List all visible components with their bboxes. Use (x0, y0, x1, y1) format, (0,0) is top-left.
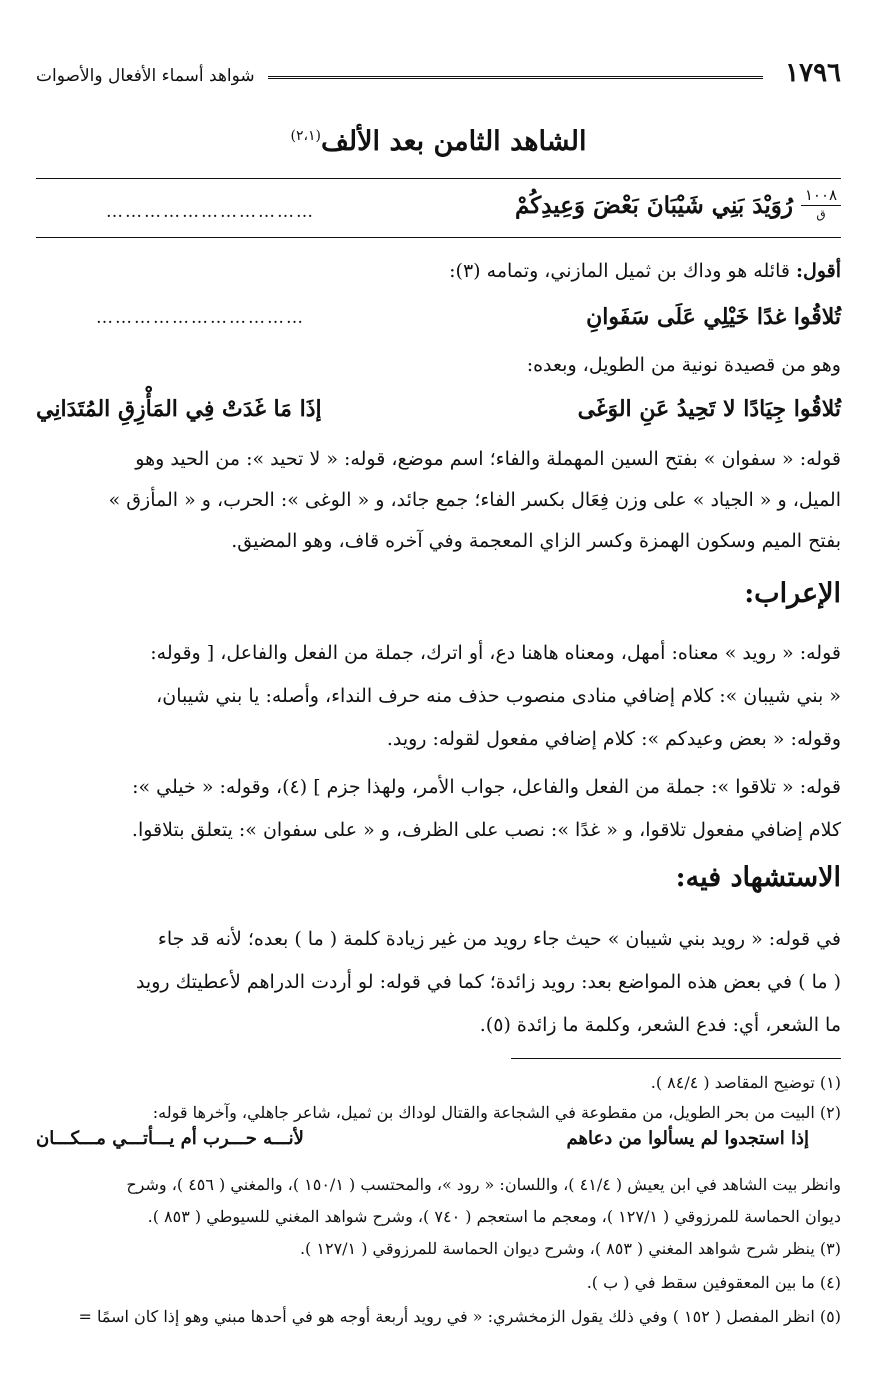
verse-rule-bottom (36, 237, 841, 238)
verse-completion-dots: …………………………… (96, 308, 305, 328)
next-verse-first: تُلاقُوا جِيَادًا لا تَحِيدُ عَنِ الوَغَى (577, 396, 841, 422)
footnote-1: (١) توضيح المقاصد ( ٨٤/٤ ). (650, 1073, 841, 1092)
istishhad-heading: الاستشهاد فيه: (675, 862, 841, 893)
footnote-2-refs-2: ديوان الحماسة للمرزوقي ( ١٢٧/١ )، ومعجم ما استعجم ( ٧٤٠ )، وشرح شواهد المغني للسيوطي ( ٨٥٣ ). (147, 1207, 841, 1226)
verse-rule-top (36, 178, 841, 179)
footnote-4: (٤) ما بين المعقوفين سقط في ( ب ). (586, 1273, 841, 1292)
book-page (36, 56, 841, 1356)
footnote-rule (511, 1058, 841, 1059)
verse-number (801, 188, 841, 222)
irab-line-5: كلام إضافي مفعول تلاقوا، و « غدًا »: نصب على الظرف، و « على سفوان »: يتعلق بتلاقوا. (131, 819, 841, 841)
istishhad-line-3: ما الشعر، أي: فدع الشعر، وكلمة ما زائدة (٥). (479, 1014, 841, 1036)
footnote-5: (٥) انظر المفصل ( ١٥٢ ) وفي ذلك يقول الزمخشري: « في رويد أربعة أوجه هو في أحدها مبني وهو إذا كان اسمًا = (78, 1307, 841, 1326)
shahid-title-text: الشاهد الثامن بعد الألف (320, 126, 587, 157)
poem-note: وهو من قصيدة نونية من الطويل، وبعده: (526, 354, 841, 376)
verse-dots: …………………………… (106, 202, 315, 222)
verse-completion: تُلاقُوا غدًا خَيْلِي عَلَى سَفَوانِ (586, 304, 841, 330)
istishhad-line-2: ( ما ) في بعض هذه المواضع بعد: رويد زائدة؛ كما في قوله: لو أردت الدراهم لأعطيتك رويد (135, 971, 841, 993)
next-verse-second: إذَا مَا غَدَتْ فِي المَأْزِقِ المُتَدَانِي (36, 396, 322, 422)
intro-text: قائله هو وداك بن ثميل المازني، وتمامه (486, 260, 790, 282)
intro-ref: (٣): (449, 260, 481, 282)
intro-label: أقول: (796, 260, 841, 282)
footnote-2-verse-second: لأنـــه حـــرب أم يـــأتـــي مـــكـــان (36, 1128, 304, 1149)
header-rule (268, 76, 763, 82)
main-verse: رُوَيْدَ بَنِي شَيْبَانَ بَعْضَ وَعِيدِكُمْ (514, 192, 793, 219)
irab-line-1: قوله: « رويد » معناه: أمهل، ومعناه هاهنا دع، أو اترك، جملة من الفعل والفاعل، [ وقوله: (150, 642, 841, 664)
page-header (36, 58, 841, 90)
intro-paragraph (36, 252, 841, 290)
title-footnote-ref: (٢،١) (290, 128, 321, 144)
page-number: ١٧٩٦ (785, 58, 841, 88)
verse-number-value: ١٠٠٨ (804, 186, 838, 204)
shahid-title (36, 126, 841, 157)
irab-line-2: « بني شيبان »: كلام إضافي منادى منصوب حذف منه حرف النداء، وأصله: يا بني شيبان، (156, 685, 841, 707)
gloss-line-3: بفتح الميم وسكون الهمزة وكسر الزاي المعجمة وفي آخره قاف، وهو المضيق. (231, 530, 841, 552)
gloss-line-1: قوله: « سفوان » بفتح السين المهملة والفاء؛ اسم موضع، قوله: « لا تحيد »: من الحيد وهو (135, 448, 841, 470)
verse-number-sub: ق (801, 205, 841, 222)
footnote-2-verse-first: إذا استجدوا لم يسألوا من دعاهم (566, 1128, 809, 1149)
istishhad-line-1: في قوله: « رويد بني شيبان » حيث جاء رويد من غير زيادة كلمة ( ما ) بعده؛ لأنه قد جاء (157, 928, 841, 950)
gloss-line-2: الميل، و « الجياد » على وزن فِعَال بكسر الفاء؛ جمع جائد، و « الوغى »: الحرب، و « المأزق » (108, 489, 841, 511)
running-title: شواهد أسماء الأفعال والأصوات (36, 66, 255, 86)
footnote-2: (٢) البيت من بحر الطويل، من مقطوعة في الشجاعة والقتال لوداك بن ثميل، شاعر جاهلي، وآخرها قوله: (152, 1103, 841, 1122)
footnote-3: (٣) ينظر شرح شواهد المغني ( ٨٥٣ )، وشرح ديوان الحماسة للمرزوقي ( ١٢٧/١ ). (299, 1239, 841, 1258)
footnote-2-refs-1: وانظر بيت الشاهد في ابن يعيش ( ٤١/٤ )، واللسان: « رود »، والمحتسب ( ١٥٠/١ )، والمغني ( ٤٥٦ )، وشرح (126, 1175, 841, 1194)
irab-heading: الإعراب: (744, 578, 841, 609)
irab-line-4: قوله: « تلاقوا »: جملة من الفعل والفاعل، جواب الأمر، ولهذا جزم ] (٤)، وقوله: « خيلي »: (132, 776, 841, 798)
irab-line-3: وقوله: « بعض وعيدكم »: كلام إضافي مفعول لقوله: رويد. (386, 728, 841, 750)
